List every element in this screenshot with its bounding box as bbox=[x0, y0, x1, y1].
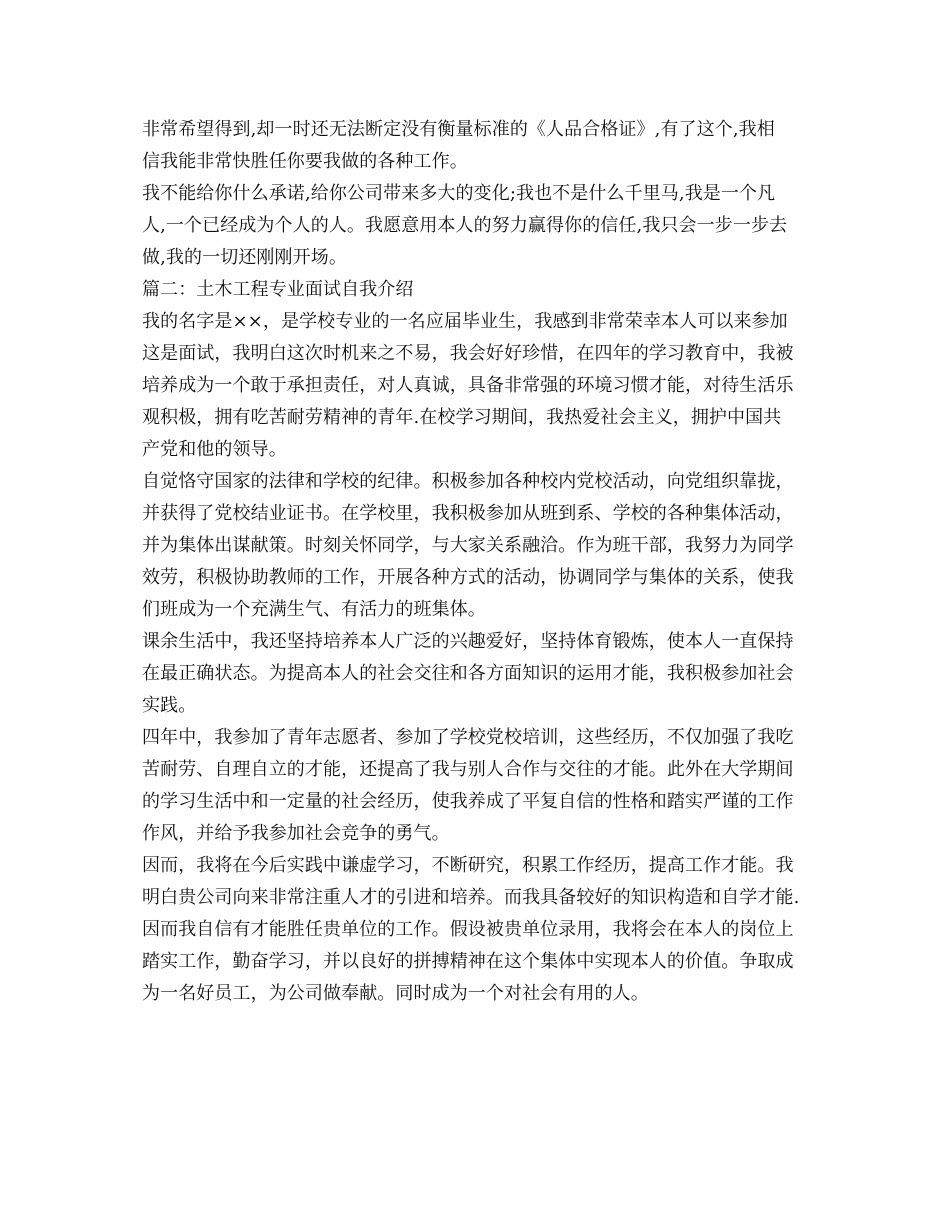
text-line: 培养成为一个敢于承担责任，对人真诚，具备非常强的环境习惯才能，对待生活乐 bbox=[142, 375, 794, 396]
document-body bbox=[142, 114, 822, 1010]
text-line: 人,一个已经成为个人的人。我愿意用本人的努力赢得你的信任,我只会一步一步去 bbox=[142, 215, 788, 236]
text-line: 因而，我将在今后实践中谦虚学习，不断研究，积累工作经历，提高工作才能。我 bbox=[142, 855, 794, 876]
text-line: 自觉恪守国家的法律和学校的纪律。积极参加各种校内党校活动，向党组织靠拢， bbox=[142, 471, 794, 492]
text-line: 做,我的一切还刚刚开场。 bbox=[142, 247, 347, 268]
text-line: 踏实工作，勤奋学习，并以良好的拼搏精神在这个集体中实现本人的价值。争取成 bbox=[142, 951, 794, 972]
text-line: 实践。 bbox=[142, 695, 197, 716]
text-line: 我不能给你什么承诺,给你公司带来多大的变化;我也不是什么千里马,我是一个凡 bbox=[142, 183, 776, 204]
text-line: 在最正确状态。为提高本人的社会交往和各方面知识的运用才能，我积极参加社会 bbox=[142, 663, 794, 684]
text-line: 明白贵公司向来非常注重人才的引进和培养。而我具备较好的知识构造和自学才能. bbox=[142, 887, 800, 908]
text-line: 并为集体出谋献策。时刻关怀同学，与大家关系融洽。作为班干部，我努力为同学 bbox=[142, 535, 794, 556]
text-line: 四年中，我参加了青年志愿者、参加了学校党校培训，这些经历，不仅加强了我吃 bbox=[142, 727, 794, 748]
text-line: 非常希望得到,却一时还无法断定没有衡量标准的《人品合格证》,有了这个,我相 bbox=[142, 119, 775, 140]
text-line: 并获得了党校结业证书。在学校里，我积极参加从班到系、学校的各种集体活动， bbox=[142, 503, 794, 524]
section-heading: 篇二：土木工程专业面试自我介绍 bbox=[142, 279, 414, 300]
text-line: 的学习生活中和一定量的社会经历，使我养成了平复自信的性格和踏实严谨的工作 bbox=[142, 791, 794, 812]
text-line: 因而我自信有才能胜任贵单位的工作。假设被贵单位录用，我将会在本人的岗位上 bbox=[142, 919, 794, 940]
text-line: 效劳，积极协助教师的工作，开展各种方式的活动，协调同学与集体的关系，使我 bbox=[142, 567, 794, 588]
text-line: 我的名字是××，是学校专业的一名应届毕业生，我感到非常荣幸本人可以来参加 bbox=[142, 311, 788, 332]
text-line: 信我能非常快胜任你要我做的各种工作。 bbox=[142, 151, 468, 172]
text-line: 作风，并给予我参加社会竞争的勇气。 bbox=[142, 823, 450, 844]
text-line: 这是面试，我明白这次时机来之不易，我会好好珍惜，在四年的学习教育中，我被 bbox=[142, 343, 794, 364]
text-line: 们班成为一个充满生气、有活力的班集体。 bbox=[142, 599, 486, 620]
text-line: 观积极，拥有吃苦耐劳精神的青年.在校学习期间，我热爱社会主义，拥护中国共 bbox=[142, 407, 782, 428]
text-line: 课余生活中，我还坚持培养本人广泛的兴趣爱好，坚持体育锻炼，使本人一直保持 bbox=[142, 631, 794, 652]
text-line: 产党和他的领导。 bbox=[142, 439, 287, 460]
text-line: 为一名好员工，为公司做奉献。同时成为一个对社会有用的人。 bbox=[142, 983, 649, 1004]
text-line: 苦耐劳、自理自立的才能，还提高了我与别人合作与交往的才能。此外在大学期间 bbox=[142, 759, 794, 780]
